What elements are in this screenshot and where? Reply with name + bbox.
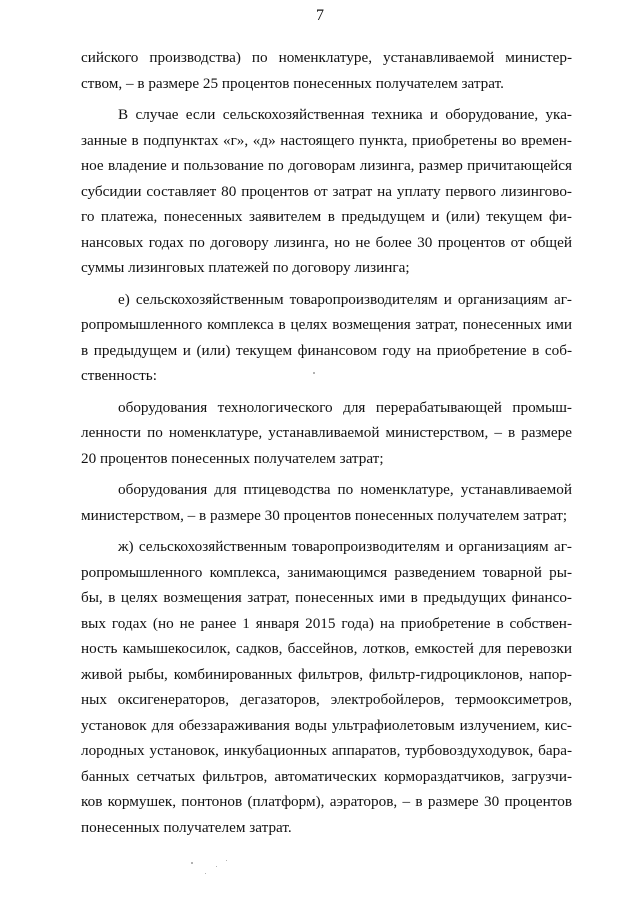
- page-number: 7: [316, 7, 324, 24]
- text-line: министерством, – в размере 30 процентов понесенных получателем затрат;: [81, 506, 568, 524]
- paragraph: [81, 102, 572, 281]
- text-line: ропромышленного комплекса в целях возмещения затрат, понесенных ими: [81, 316, 572, 333]
- text-line: ж) сельскохозяйственным товаропроизводителям и организациям аг-: [118, 538, 572, 555]
- text-line: понесенных получателем затрат.: [81, 818, 292, 836]
- text-line: суммы лизинговых платежей по договору лизинга;: [81, 259, 410, 276]
- text-line: субсидии составляет 80 процентов от затрат на уплату первого лизингово-: [81, 182, 572, 200]
- text-line: ное владение и пользование по договорам лизинга, размер причитающейся: [81, 157, 572, 174]
- text-line: ность камышекосилок, садков, бассейнов, лотков, емкостей для перевозки: [81, 640, 572, 657]
- text-line: живой рыбы, комбинированных фильтров, фильтр-гидроциклонов, напор-: [81, 665, 572, 683]
- paragraph: [81, 534, 572, 840]
- text-line: ленности по номенклатуре, устанавливаемой министерством, – в размере: [81, 424, 572, 441]
- scan-speck: [226, 860, 227, 861]
- paragraph: [81, 287, 572, 389]
- paragraph: [81, 45, 572, 96]
- text-line: вых годах (но не ранее 1 января 2015 года) на приобретение в собствен-: [81, 614, 572, 632]
- text-line: в предыдущем и (или) текущем финансовом году на приобретение в соб-: [81, 341, 572, 359]
- text-line: оборудования технологического для перерабатывающей промыш-: [118, 398, 572, 416]
- paragraph: [81, 477, 572, 528]
- text-line: 20 процентов понесенных получателем затрат;: [81, 449, 384, 467]
- text-line: ственность:: [81, 367, 157, 384]
- text-line: ков кормушек, понтонов (платформ), аэраторов, – в размере 30 процентов: [81, 793, 572, 810]
- scan-speck: [191, 862, 193, 864]
- text-line: сийского производства) по номенклатуре, устанавливаемой министер-: [81, 49, 572, 66]
- scan-speck: [313, 372, 315, 374]
- text-line: лородных установок, инкубационных аппаратов, турбовоздуходувок, бара-: [81, 742, 572, 759]
- text-line: В случае если сельскохозяйственная техника и оборудование, ука-: [118, 106, 572, 123]
- text-line: ропромышленного комплекса, занимающимся разведением товарной ры-: [81, 563, 572, 581]
- text-line: оборудования для птицеводства по номенклатуре, устанавливаемой: [118, 481, 572, 498]
- text-line: ством, – в размере 25 процентов понесенных получателем затрат.: [81, 74, 504, 92]
- text-line: установок для обеззараживания воды ультрафиолетовым излучением, кис-: [81, 716, 572, 734]
- scan-speck: [205, 873, 206, 874]
- scan-speck: [216, 866, 217, 867]
- text-line: е) сельскохозяйственным товаропроизводителям и организациям аг-: [118, 290, 572, 308]
- text-line: бы, в целях возмещения затрат, понесенных ими в предыдущих финансо-: [81, 589, 572, 606]
- text-line: ных оксигенераторов, дегазаторов, электробойлеров, термооксиметров,: [81, 691, 572, 708]
- text-line: занные в подпунктах «г», «д» настоящего пункта, приобретены во времен-: [81, 131, 572, 149]
- paragraph: [81, 395, 572, 472]
- document-body: [81, 45, 572, 840]
- text-line: нансовых годах по договору лизинга, но не более 30 процентов от общей: [81, 233, 572, 251]
- text-line: банных сетчатых фильтров, автоматических кормораздатчиков, загрузчи-: [81, 767, 572, 785]
- text-line: го платежа, понесенных заявителем в предыдущем и (или) текущем фи-: [81, 208, 572, 225]
